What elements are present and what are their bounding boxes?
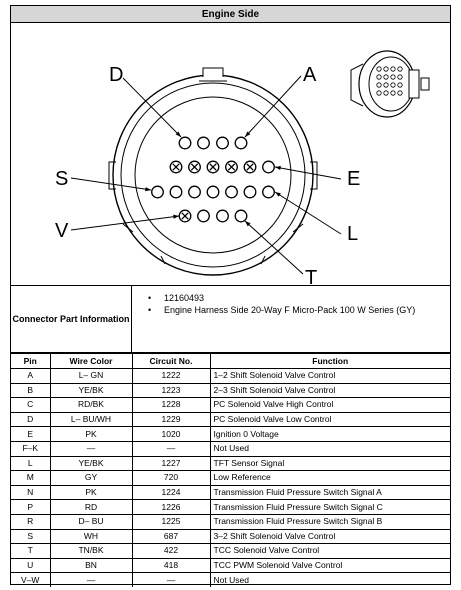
pin-cell: P — [11, 500, 50, 515]
pin-cavity — [235, 210, 247, 222]
wire-color-cell: TN/BK — [50, 544, 132, 559]
circuit-cell: 1226 — [132, 500, 210, 515]
connector-face-diagram — [11, 24, 450, 285]
plugged-cavity-icon — [179, 210, 191, 222]
function-cell: Transmission Fluid Pressure Switch Signal C — [210, 500, 450, 515]
circuit-cell: — — [132, 441, 210, 456]
table-row — [11, 398, 450, 413]
connector-drawing — [11, 24, 450, 285]
connector-part-number: • 12160493 — [132, 292, 450, 304]
leader-line — [245, 76, 301, 137]
wire-color-column-header: Wire Color — [50, 354, 132, 369]
connector-info-list — [132, 292, 450, 316]
pin-cavity — [198, 137, 210, 149]
function-cell: 3–2 Shift Solenoid Valve Control — [210, 529, 450, 544]
wire-color-cell: L– BU/WH — [50, 412, 132, 427]
circuit-cell: 1223 — [132, 383, 210, 398]
pin-cavity — [207, 186, 219, 198]
plugged-cavity-icon — [189, 161, 201, 173]
pin-cell: T — [11, 544, 50, 559]
connector-outer-ring — [113, 75, 313, 275]
wire-color-cell: GY — [50, 471, 132, 486]
pin-cavity — [263, 186, 275, 198]
plugged-cavity-icon — [170, 161, 182, 173]
table-row — [11, 369, 450, 384]
circuit-cell: 418 — [132, 558, 210, 573]
pin-cavity — [152, 186, 164, 198]
function-cell: Low Reference — [210, 471, 450, 486]
circuit-cell: — — [132, 573, 210, 588]
pin-cavity — [226, 186, 238, 198]
leader-arrowhead — [275, 192, 281, 197]
table-row — [11, 471, 450, 486]
table-row — [11, 500, 450, 515]
pin-cavity — [217, 210, 229, 222]
pin-cavity — [263, 161, 275, 173]
pin-table — [11, 353, 450, 587]
wire-color-cell: — — [50, 441, 132, 456]
function-cell: Transmission Fluid Pressure Switch Signal B — [210, 514, 450, 529]
wire-color-cell: — — [50, 573, 132, 588]
pin-cell: M — [11, 471, 50, 486]
callout-v: V — [55, 220, 69, 242]
function-cell: PC Solenoid Valve High Control — [210, 398, 450, 413]
plugged-cavity-icon — [226, 161, 238, 173]
callout-l: L — [347, 223, 359, 245]
pin-cell: R — [11, 514, 50, 529]
function-cell: Not Used — [210, 573, 450, 588]
table-row — [11, 514, 450, 529]
pin-cell: D — [11, 412, 50, 427]
leader-line — [71, 216, 179, 230]
page-title: Engine Side — [11, 6, 450, 23]
pin-cell: F–K — [11, 441, 50, 456]
connector-description: • Engine Harness Side 20-Way F Micro-Pack 100 W Series (GY) — [132, 304, 450, 316]
pin-column-header: Pin — [11, 354, 50, 369]
callout-t: T — [305, 267, 318, 285]
pin-cavity — [217, 137, 229, 149]
circuit-cell: 1229 — [132, 412, 210, 427]
circuit-cell: 720 — [132, 471, 210, 486]
pin-cell: S — [11, 529, 50, 544]
circuit-cell: 1224 — [132, 485, 210, 500]
circuit-cell: 1227 — [132, 456, 210, 471]
plugged-cavity-icon — [207, 161, 219, 173]
table-row — [11, 529, 450, 544]
pin-cavity — [179, 137, 191, 149]
plugged-cavity-icon — [244, 161, 256, 173]
function-cell: 1–2 Shift Solenoid Valve Control — [210, 369, 450, 384]
table-row — [11, 383, 450, 398]
callout-e: E — [347, 168, 361, 190]
pin-cavity — [244, 186, 256, 198]
table-row — [11, 573, 450, 588]
connector-key-tab — [203, 68, 223, 77]
pin-cell: B — [11, 383, 50, 398]
table-row — [11, 427, 450, 442]
pin-cavity — [170, 186, 182, 198]
function-cell: PC Solenoid Valve Low Control — [210, 412, 450, 427]
function-column-header: Function — [210, 354, 450, 369]
pin-cavity — [235, 137, 247, 149]
connector-middle-ring — [121, 83, 305, 267]
leader-line — [123, 78, 181, 137]
leader-arrowhead — [173, 215, 179, 219]
connector-perspective-icon — [351, 51, 429, 117]
wire-color-cell: RD — [50, 500, 132, 515]
wire-color-cell: WH — [50, 529, 132, 544]
circuit-cell: 1020 — [132, 427, 210, 442]
circuit-column-header: Circuit No. — [132, 354, 210, 369]
wire-color-cell: YE/BK — [50, 456, 132, 471]
connector-diagram-page — [10, 5, 451, 585]
wire-color-cell: D– BU — [50, 514, 132, 529]
table-row — [11, 441, 450, 456]
circuit-cell: 1228 — [132, 398, 210, 413]
wire-color-cell: L– GN — [50, 369, 132, 384]
function-cell: Not Used — [210, 441, 450, 456]
wire-color-cell: PK — [50, 485, 132, 500]
wire-color-cell: YE/BK — [50, 383, 132, 398]
circuit-cell: 1222 — [132, 369, 210, 384]
circuit-cell: 1225 — [132, 514, 210, 529]
table-row — [11, 456, 450, 471]
wire-color-cell: BN — [50, 558, 132, 573]
circuit-cell: 687 — [132, 529, 210, 544]
pin-cell: U — [11, 558, 50, 573]
leader-line — [71, 178, 151, 190]
circuit-cell: 422 — [132, 544, 210, 559]
table-row — [11, 485, 450, 500]
leader-lines — [71, 76, 341, 274]
connector-part-information — [11, 285, 450, 353]
pin-cavity — [189, 186, 201, 198]
callout-d: D — [109, 64, 124, 86]
function-cell: 2–3 Shift Solenoid Valve Control — [210, 383, 450, 398]
pin-cell: L — [11, 456, 50, 471]
function-cell: TCC Solenoid Valve Control — [210, 544, 450, 559]
function-cell: Ignition 0 Voltage — [210, 427, 450, 442]
connector-info-label: Connector Part Information — [11, 286, 132, 352]
pin-cavity — [198, 210, 210, 222]
table-row — [11, 544, 450, 559]
pin-cavities — [152, 137, 275, 222]
function-cell: Transmission Fluid Pressure Switch Signal A — [210, 485, 450, 500]
pin-cell: E — [11, 427, 50, 442]
leader-arrowhead — [145, 187, 151, 191]
callout-s: S — [55, 168, 69, 190]
pin-cell: C — [11, 398, 50, 413]
leader-line — [275, 192, 341, 234]
connector-inner-ring — [135, 97, 291, 253]
function-cell: TFT Sensor Signal — [210, 456, 450, 471]
function-cell: TCC PWM Solenoid Valve Control — [210, 558, 450, 573]
pin-cell: N — [11, 485, 50, 500]
callout-a: A — [303, 64, 317, 86]
wire-color-cell: RD/BK — [50, 398, 132, 413]
table-row — [11, 412, 450, 427]
pin-cell: V–W — [11, 573, 50, 588]
leader-arrowhead — [275, 166, 281, 170]
pin-table-header — [11, 354, 450, 369]
table-row — [11, 558, 450, 573]
pin-cell: A — [11, 369, 50, 384]
wire-color-cell: PK — [50, 427, 132, 442]
leader-line — [275, 167, 341, 179]
